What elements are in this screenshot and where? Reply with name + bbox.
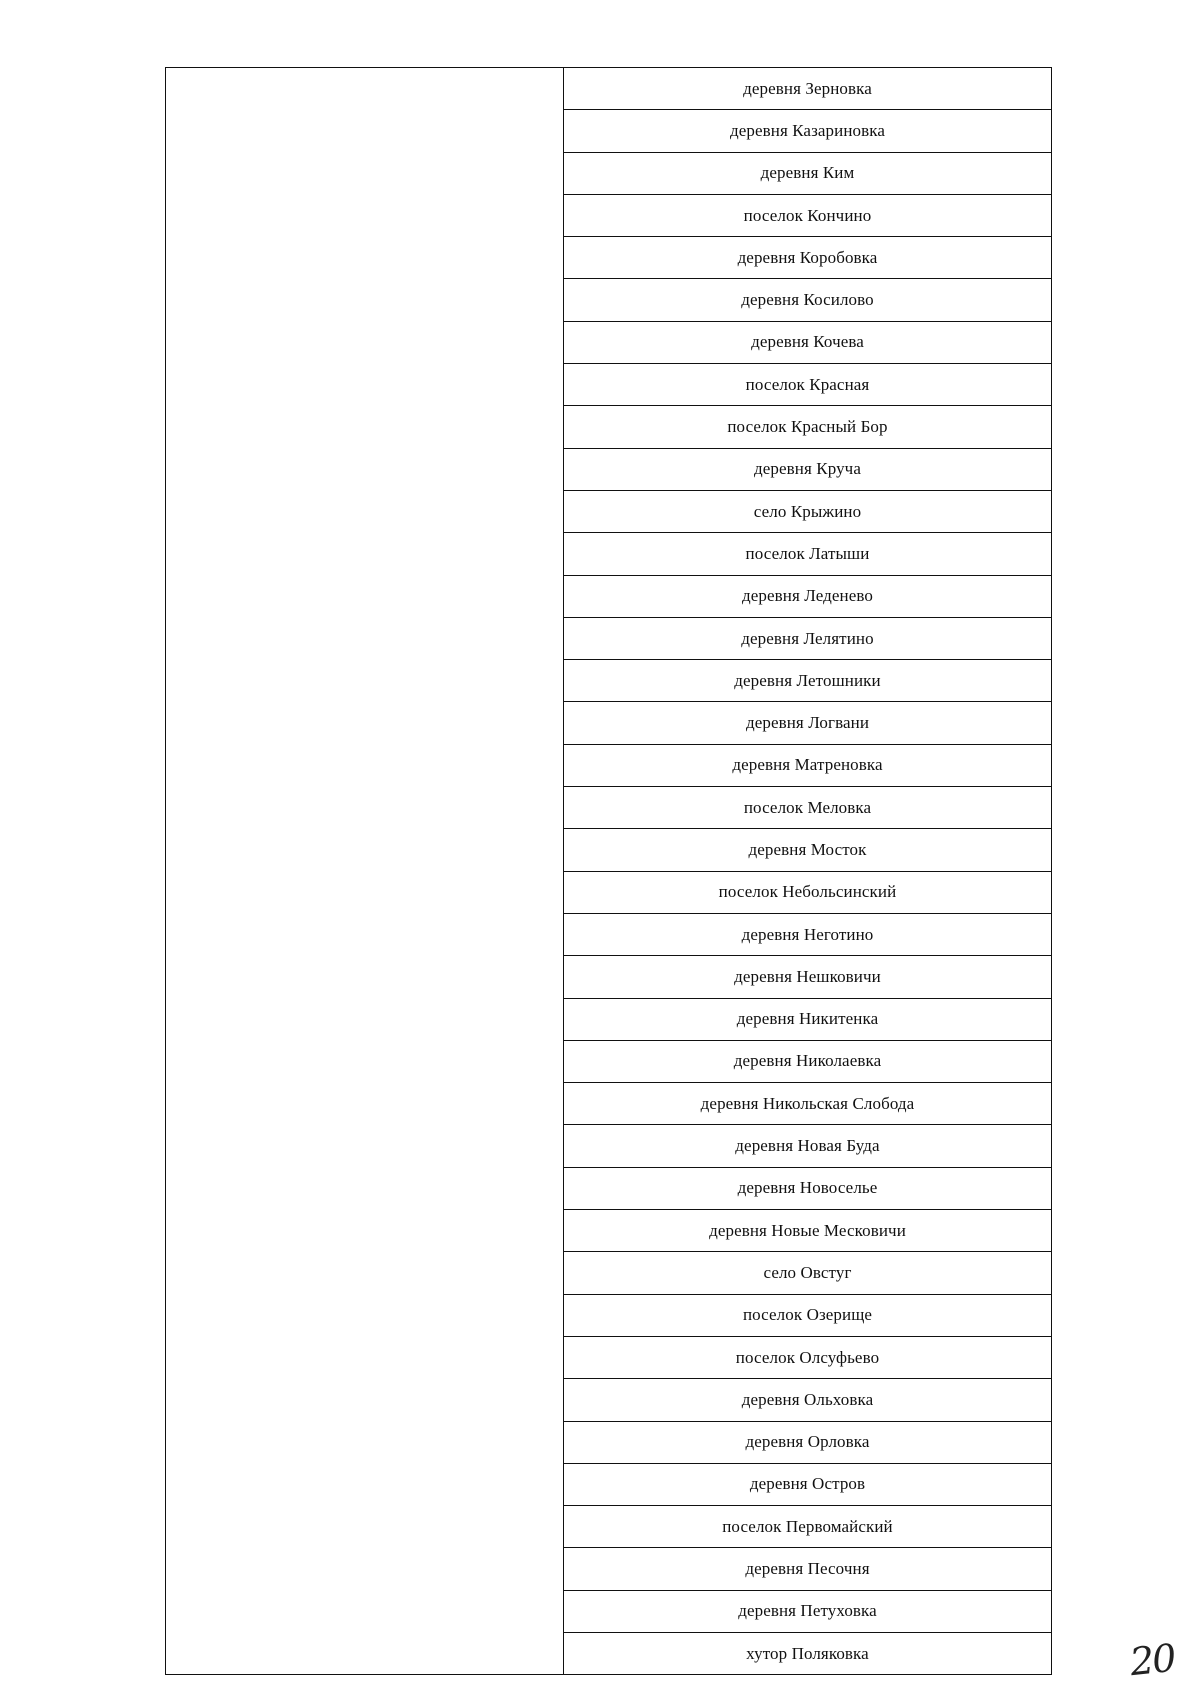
table-row: деревня Ким: [564, 153, 1051, 195]
table-row: деревня Песочня: [564, 1548, 1051, 1590]
page-number: 20: [1127, 1635, 1177, 1685]
table-row: хутор Поляковка: [746, 1643, 869, 1663]
table-row: поселок Латыши: [564, 533, 1051, 575]
table-row: деревня Неготино: [564, 914, 1051, 956]
table-row: деревня Николаевка: [564, 1041, 1051, 1083]
table-row: деревня Лелятино: [564, 618, 1051, 660]
table-row: деревня Логвани: [564, 702, 1051, 744]
table-row: деревня Новые Месковичи: [564, 1210, 1051, 1252]
table-row: деревня Никольская Слобода: [564, 1083, 1051, 1125]
table-row: деревня Мосток: [564, 829, 1051, 871]
table-row: деревня Кочева: [564, 322, 1051, 364]
table-row: деревня Казариновка: [564, 110, 1051, 152]
table-row: деревня Косилово: [564, 279, 1051, 321]
table-row: поселок Небольсинский: [564, 872, 1051, 914]
table-row: поселок Кончино: [564, 195, 1051, 237]
settlements-table: [165, 67, 1052, 1675]
table-row: поселок Олсуфьево: [564, 1337, 1051, 1379]
table-row: село Крыжино: [564, 491, 1051, 533]
table-row: поселок Первомайский: [564, 1506, 1051, 1548]
table-row: поселок Красная: [564, 364, 1051, 406]
table-row: деревня Матреновка: [564, 745, 1051, 787]
table-row: поселок Красный Бор: [564, 406, 1051, 448]
table-row: деревня Орловка: [564, 1422, 1051, 1464]
table-row: деревня Зерновка: [564, 68, 1051, 110]
table-row: село Овстуг: [564, 1252, 1051, 1294]
table-row: деревня Нешковичи: [564, 956, 1051, 998]
table-row: деревня Новоселье: [564, 1168, 1051, 1210]
table-row: поселок Меловка: [564, 787, 1051, 829]
table-row: деревня Петуховка: [564, 1591, 1051, 1633]
table-row: деревня Леденево: [564, 576, 1051, 618]
table-row: деревня Летошники: [564, 660, 1051, 702]
table-row: деревня Коробовка: [564, 237, 1051, 279]
table-left-column: [166, 68, 564, 1674]
table-row: деревня Ольховка: [564, 1379, 1051, 1421]
table-row: деревня Остров: [564, 1464, 1051, 1506]
table-row: поселок Озерище: [564, 1295, 1051, 1337]
table-row: деревня Круча: [564, 449, 1051, 491]
table-right-column: [564, 68, 1051, 1674]
table-row: деревня Никитенка: [564, 999, 1051, 1041]
table-row: деревня Новая Буда: [564, 1125, 1051, 1167]
